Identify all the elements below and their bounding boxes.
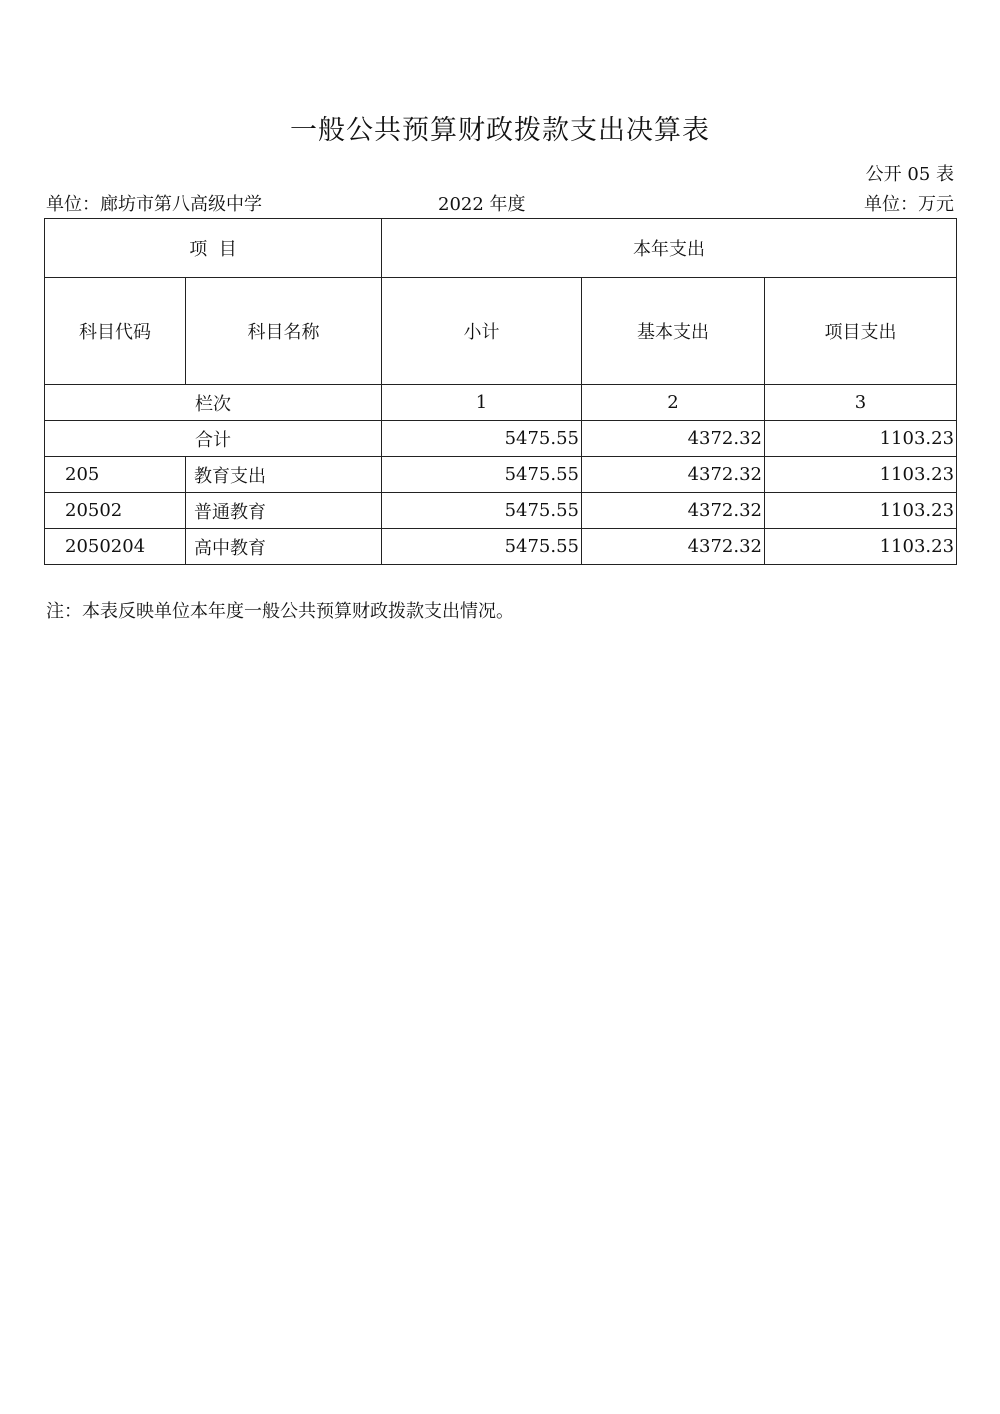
row-project: 1103.23 (765, 493, 957, 529)
row-name: 高中教育 (186, 529, 382, 565)
total-project: 1103.23 (765, 421, 957, 457)
currency-unit: 单位：万元 (864, 194, 954, 215)
header-current-year-expense: 本年支出 (382, 219, 957, 278)
fiscal-year: 2022 年度 (438, 194, 526, 215)
column-index-label: 栏次 (45, 385, 382, 421)
table-row (45, 457, 957, 493)
row-basic: 4372.32 (582, 493, 765, 529)
header-code: 科目代码 (45, 278, 186, 385)
footnote: 注：本表反映单位本年度一般公共预算财政拨款支出情况。 (46, 601, 514, 622)
row-name: 教育支出 (186, 457, 382, 493)
column-index-3: 3 (765, 385, 957, 421)
header-row-2 (45, 278, 957, 385)
row-subtotal: 5475.55 (382, 457, 582, 493)
row-project: 1103.23 (765, 457, 957, 493)
page-title: 一般公共预算财政拨款支出决算表 (290, 115, 710, 146)
table-row (45, 493, 957, 529)
total-subtotal: 5475.55 (382, 421, 582, 457)
row-basic: 4372.32 (582, 529, 765, 565)
row-code: 2050204 (45, 529, 186, 565)
header-project: 项目支出 (765, 278, 957, 385)
column-index-1: 1 (382, 385, 582, 421)
total-row (45, 421, 957, 457)
column-index-2: 2 (582, 385, 765, 421)
row-project: 1103.23 (765, 529, 957, 565)
unit-label: 单位：廊坊市第八高级中学 (46, 194, 262, 215)
row-code: 20502 (45, 493, 186, 529)
header-subtotal: 小计 (382, 278, 582, 385)
column-index-row (45, 385, 957, 421)
row-name: 普通教育 (186, 493, 382, 529)
total-basic: 4372.32 (582, 421, 765, 457)
row-basic: 4372.32 (582, 457, 765, 493)
table-row (45, 529, 957, 565)
row-subtotal: 5475.55 (382, 529, 582, 565)
form-number: 公开 05 表 (865, 164, 954, 185)
header-basic: 基本支出 (582, 278, 765, 385)
header-row-1 (45, 219, 957, 278)
header-name: 科目名称 (186, 278, 382, 385)
row-subtotal: 5475.55 (382, 493, 582, 529)
total-label: 合计 (45, 421, 382, 457)
row-code: 205 (45, 457, 186, 493)
header-item: 项 目 (45, 219, 382, 278)
expense-table (44, 218, 957, 565)
